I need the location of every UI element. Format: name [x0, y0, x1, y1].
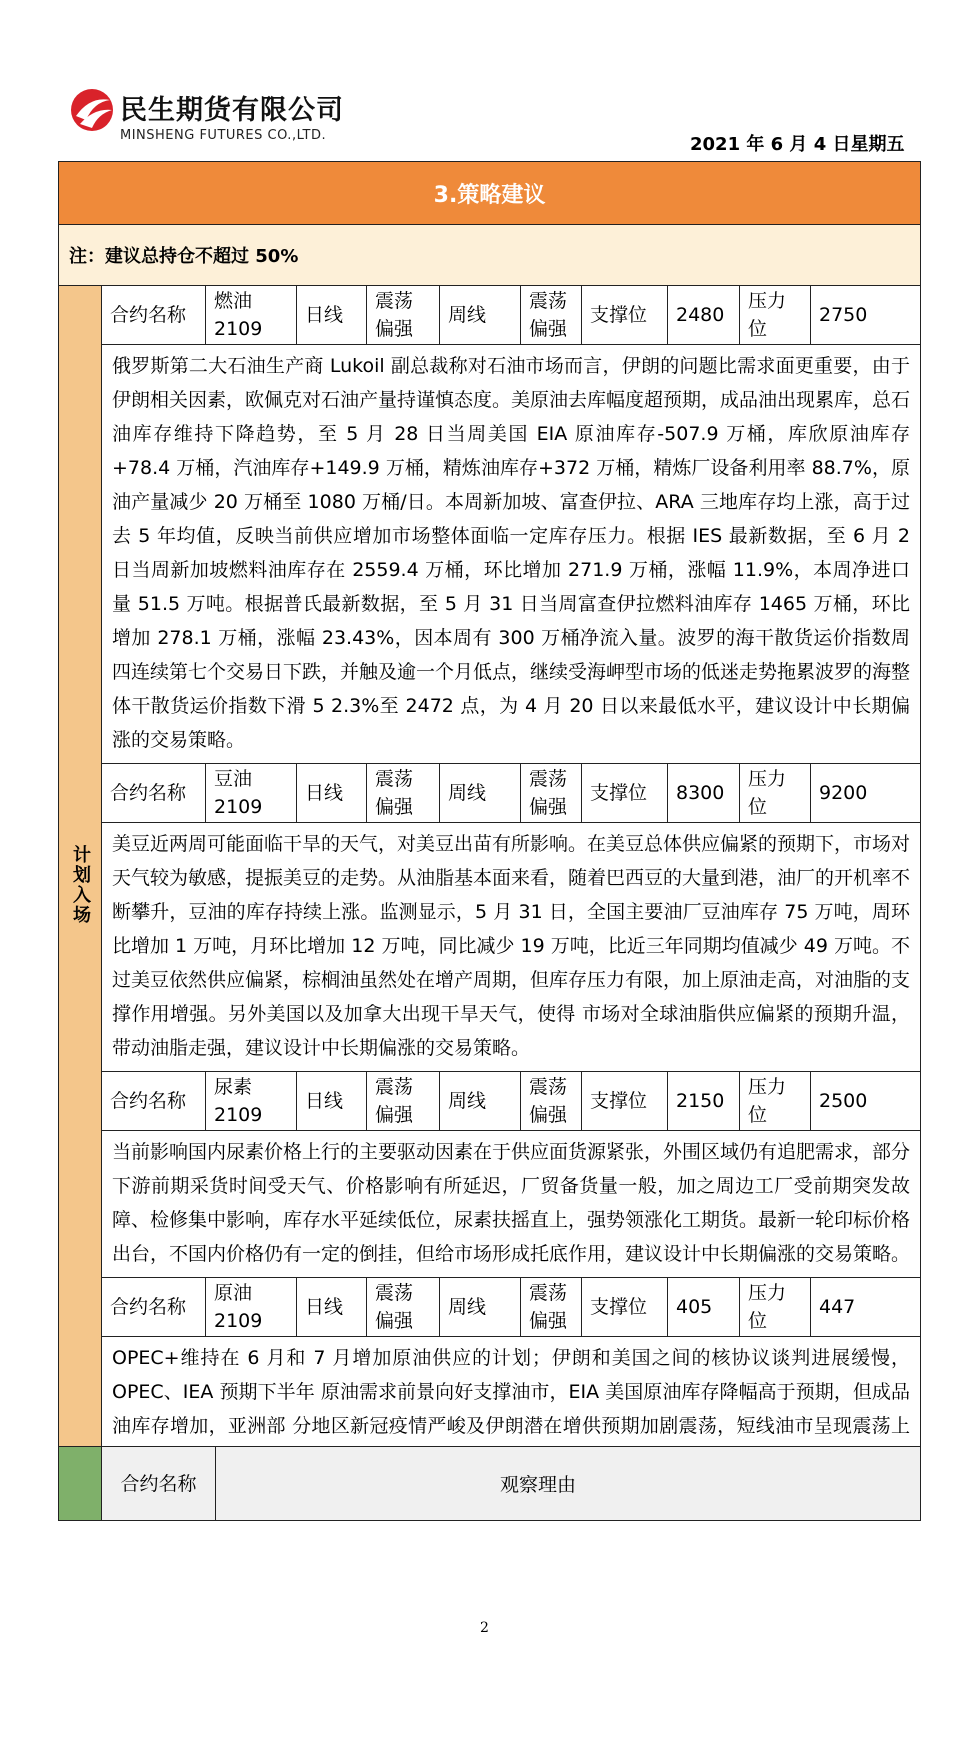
support-value: 405 — [668, 1278, 740, 1336]
observation-table — [58, 1446, 921, 1521]
observation-reason-header: 观察理由 — [499, 1474, 576, 1496]
side-label-text: 计划入场 — [70, 844, 91, 925]
contract-product: 豆油 — [214, 768, 253, 790]
plan-content — [59, 286, 920, 1483]
daily-label: 日线 — [297, 286, 367, 344]
contract-analysis: 俄罗斯第二大石油生产商 Lukoil 副总裁称对石油市场而言，伊朗的问题比需求面更重要，由于伊朗相关因素，欧佩克对石油产量持谨慎态度。美原油去库幅度超预期，成品油出现累库，总石油库存维持下降趋势，至 5 月 28 日当周美国 EIA 原油库存-507.9 万桶，库欣原油库存+78.4 万桶，汽油库存+149.9 万桶，精炼油库存+372 万桶，精炼厂设备利用率 88.7%，原油产量减少 20 万桶至 1080 万桶/日。本周新加坡、富查伊拉、ARA 三地库存均上涨，高于过去 5 年均值，反映当前供应增加市场整体面临一定库存压力。根据 IES 最新数据，至 6 月 2 日当周新加坡燃料油库存在 2559.4 万桶，环比增加 271.9 万桶，涨幅 11.9%，本周净进口量 51.5 万吨。根据普氏最新数据，至 5 月 31 日当周富查伊拉燃料油库存 1465 万桶，环比增加 278.1 万桶，涨幅 23.43%，因本周有 300 万桶净流入量。波罗的海干散货运价指数周四连续第七个交易日下跌，并触及逾一个月低点，继续受海岬型市场的低迷走势拖累波罗的海整体干散货运价指数下滑 5 2.3%至 2472 点，为 4 月 20 日以来最低水平，建议设计中长期偏涨的交易策略。 — [102, 345, 920, 764]
resistance-value: 2500 — [819, 1090, 868, 1112]
weekly-trend: 震荡偏强 — [521, 1072, 582, 1130]
resistance-value: 2750 — [819, 304, 868, 326]
daily-trend: 震荡偏强 — [367, 1278, 440, 1336]
observation-side-bar — [59, 1447, 102, 1520]
support-value: 8300 — [668, 764, 740, 822]
weekly-label: 周线 — [440, 1072, 521, 1130]
weekly-trend: 震荡偏强 — [521, 764, 582, 822]
weekly-trend: 震荡偏强 — [521, 1278, 582, 1336]
section-title: 3.策略建议 — [59, 162, 920, 225]
support-label: 支撑位 — [582, 764, 668, 822]
contract-code: 2109 — [214, 1104, 263, 1126]
support-value: 2150 — [668, 1072, 740, 1130]
daily-trend: 震荡偏强 — [367, 286, 440, 344]
contract-label: 合约名称 — [102, 1278, 206, 1336]
contract-analysis: 美豆近两周可能面临干旱的天气，对美豆出苗有所影响。在美豆总体供应偏紧的预期下，市场对天气较为敏感，提振美豆的走势。从油脂基本面来看，随着巴西豆的大量到港，油厂的开机率不断攀升，豆油的库存持续上涨。监测显示，5 月 31 日，全国主要油厂豆油库存 75 万吨，周环比增加 1 万吨，月环比增加 12 万吨，同比减少 19 万吨，比近三年同期均值减少 49 万吨。不过美豆依然供应偏紧，棕榈油虽然处在增产周期，但库存压力有限，加上原油走高，对油脂的支撑作用增强。另外美国以及加拿大出现干旱天气，使得 市场对全球油脂供应偏紧的预期升温，带动油脂走强，建议设计中长期偏涨的交易策略。 — [102, 823, 920, 1072]
contract-row — [102, 1278, 920, 1337]
resistance-value: 9200 — [819, 782, 868, 804]
resistance-label: 压力位 — [740, 286, 811, 344]
resistance-label: 压力位 — [740, 1072, 811, 1130]
daily-label: 日线 — [297, 1278, 367, 1336]
support-label: 支撑位 — [582, 286, 668, 344]
plan-side-label — [59, 286, 102, 1483]
strategy-table — [58, 161, 921, 1484]
support-value: 2480 — [668, 286, 740, 344]
page-header — [0, 0, 976, 160]
contract-label: 合约名称 — [102, 764, 206, 822]
contract-product: 原油 — [214, 1282, 253, 1304]
report-date: 2021 年 6 月 4 日星期五 — [690, 134, 905, 155]
observation-name-header: 合约名称 — [102, 1447, 216, 1520]
contract-product: 燃油 — [214, 290, 253, 312]
contract-name — [206, 1278, 297, 1336]
contract-row — [102, 764, 920, 823]
daily-label: 日线 — [297, 1072, 367, 1130]
contract-analysis: OPEC+维持在 6 月和 7 月增加原油供应的计划；伊朗和美国之间的核协议谈判进展缓慢，OPEC、IEA 预期下半年 原油需求前景向好支撑油市，EIA 美国原油库存降幅高于预期，但成品油库存增加，亚洲部 分地区新冠疫情严峻及伊朗潜在增供预期加剧震荡，短线油市呈现震荡上 — [112, 1347, 910, 1437]
contract-code: 2109 — [214, 1310, 263, 1332]
contract-name — [206, 1072, 297, 1130]
daily-trend: 震荡偏强 — [367, 1072, 440, 1130]
weekly-label: 周线 — [440, 1278, 521, 1336]
daily-label: 日线 — [297, 764, 367, 822]
company-name-en: MINSHENG FUTURES CO.,LTD. — [120, 128, 327, 143]
minsheng-logo-icon — [68, 86, 116, 134]
contract-name — [206, 286, 297, 344]
support-label: 支撑位 — [582, 1072, 668, 1130]
contract-list — [102, 286, 920, 1483]
company-name-cn: 民生期货有限公司 — [120, 95, 344, 126]
resistance-label: 压力位 — [740, 1278, 811, 1336]
weekly-trend: 震荡偏强 — [521, 286, 582, 344]
page-number: 2 — [480, 1620, 489, 1636]
contract-row — [102, 1072, 920, 1131]
contract-analysis: 当前影响国内尿素价格上行的主要驱动因素在于供应面货源紧张，外围区域仍有追肥需求，部分下游前期采货时间受天气、价格影响有所延迟，厂贸备货量一般，加之周边工厂受前期突发故障、检修集中影响，库存水平延续低位，尿素扶摇直上，强势领涨化工期货。最新一轮印标价格出台，不国内价格仍有一定的倒挂，但给市场形成托底作用，建议设计中长期偏涨的交易策略。 — [102, 1131, 920, 1278]
resistance-label: 压力位 — [740, 764, 811, 822]
daily-trend: 震荡偏强 — [367, 764, 440, 822]
resistance-value: 447 — [819, 1296, 856, 1318]
contract-code: 2109 — [214, 318, 263, 340]
contract-label: 合约名称 — [102, 1072, 206, 1130]
contract-row — [102, 286, 920, 345]
position-note: 注：建议总持仓不超过 50% — [59, 225, 920, 286]
contract-name — [206, 764, 297, 822]
weekly-label: 周线 — [440, 286, 521, 344]
contract-product: 尿素 — [214, 1076, 253, 1098]
weekly-label: 周线 — [440, 764, 521, 822]
contract-label: 合约名称 — [102, 286, 206, 344]
support-label: 支撑位 — [582, 1278, 668, 1336]
contract-code: 2109 — [214, 796, 263, 818]
